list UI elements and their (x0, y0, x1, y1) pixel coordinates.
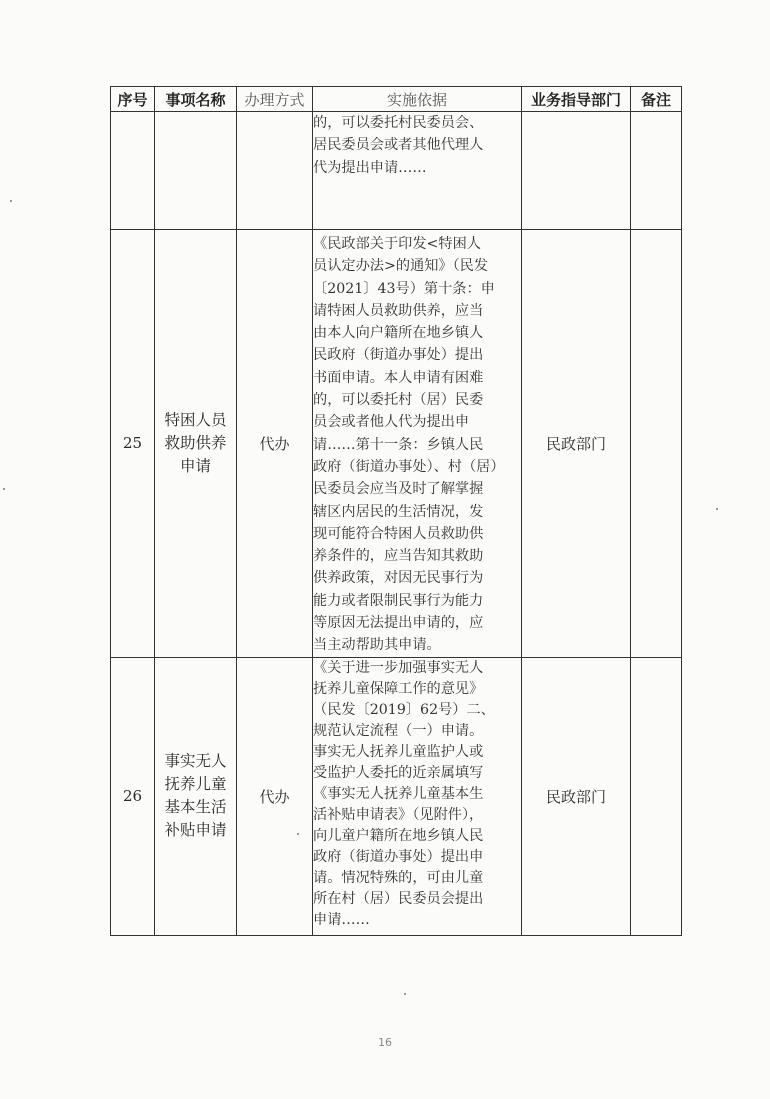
row-department: 民政部门 (522, 657, 631, 935)
row-method: 代办 (237, 230, 313, 658)
basis-line: 政府（街道办事处）提出申 (313, 848, 484, 865)
header-remarks: 备注 (631, 87, 682, 112)
item-name-line: 事实无人 (164, 752, 227, 771)
item-name-line: 补贴申请 (164, 821, 227, 840)
row-remarks (631, 657, 682, 935)
basis-line: 现可能符合特困人员救助供 (313, 525, 484, 542)
scan-speck (297, 833, 299, 835)
row-item-name (155, 112, 237, 230)
row-department (522, 112, 631, 230)
item-name-line: 特困人员 (164, 410, 227, 429)
basis-line: 民政府（街道办事处）提出 (313, 347, 484, 364)
header-item-name: 事项名称 (155, 87, 237, 112)
basis-line: 抚养儿童保障工作的意见》 (313, 680, 484, 697)
scan-speck (716, 508, 718, 510)
row-seq: 26 (111, 657, 155, 935)
basis-line: 书面申请。本人申请有困难 (313, 369, 484, 386)
header-seq: 序号 (111, 87, 155, 112)
basis-line: 请。情况特殊的，可由儿童 (313, 869, 484, 886)
basis-line: 代为提出申请…… (313, 159, 427, 176)
scan-speck (10, 200, 12, 202)
basis-line: 请特困人员救助供养，应当 (313, 302, 484, 319)
item-name-line: 基本生活 (164, 798, 227, 817)
row-basis (313, 112, 522, 230)
row-method: 代办 (237, 657, 313, 935)
basis-line: 《事实无人抚养儿童基本生 (313, 785, 484, 802)
row-remarks (631, 230, 682, 658)
basis-line: 所在村（居）民委员会提出 (313, 890, 484, 907)
service-items-table (110, 86, 682, 936)
basis-line: 活补贴申请表》（见附件）， (313, 806, 484, 823)
row-method (237, 112, 313, 230)
basis-line: 养条件的，应当告知其救助 (313, 548, 484, 565)
scan-speck (404, 993, 406, 995)
row-department: 民政部门 (522, 230, 631, 658)
basis-line: 政府（街道办事处）、村（居） (313, 458, 505, 475)
row-item-name (155, 657, 237, 935)
basis-line: 能力或者限制民事行为能力 (313, 592, 484, 609)
header-department: 业务指导部门 (522, 87, 631, 112)
row-item-name (155, 230, 237, 658)
basis-line: 《民政部关于印发<特困人 (313, 236, 481, 252)
basis-line: 《关于进一步加强事实无人 (313, 659, 484, 676)
row-seq: 25 (111, 230, 155, 658)
basis-line: 申请…… (313, 911, 370, 928)
item-name-line: 救助供养 (164, 433, 227, 452)
basis-line: 受监护人委托的近亲属填写 (313, 764, 484, 781)
basis-line: 〔2021〕43号）第十条：申 (313, 280, 495, 297)
basis-line: 辖区内居民的生活情况，发 (313, 503, 484, 520)
basis-line: 事实无人抚养儿童监护人或 (313, 743, 484, 760)
basis-line: 当主动帮助其申请。 (313, 637, 441, 654)
row-basis (313, 657, 522, 935)
basis-line: 由本人向户籍所在地乡镇人 (313, 325, 484, 342)
table-row (111, 112, 682, 230)
item-name-line: 申请 (179, 456, 211, 475)
table-header-row (111, 87, 682, 112)
table-row (111, 657, 682, 935)
basis-line: 等原因无法提出申请的，应 (313, 615, 484, 632)
basis-line: 请……第十一条：乡镇人民 (313, 436, 484, 453)
header-basis: 实施依据 (313, 87, 522, 112)
scan-speck (3, 488, 5, 490)
basis-line: 规范认定流程（一）申请。 (313, 722, 484, 739)
item-name-line: 抚养儿童 (164, 775, 227, 794)
table-row (111, 230, 682, 658)
basis-line: 供养政策，对因无民事行为 (313, 570, 484, 587)
basis-line: （民发〔2019〕62号）二、 (313, 701, 495, 718)
basis-line: 的，可以委托村（居）民委 (313, 392, 484, 409)
basis-line: 居民委员会或者其他代理人 (313, 137, 484, 154)
basis-line: 的，可以委托村民委员会、 (313, 115, 484, 131)
basis-line: 员会或者他人代为提出申 (313, 414, 470, 431)
basis-line: 向儿童户籍所在地乡镇人民 (313, 827, 484, 844)
row-remarks (631, 112, 682, 230)
row-basis (313, 230, 522, 658)
header-method: 办理方式 (237, 87, 313, 112)
page-number: 16 (378, 1036, 392, 1049)
basis-line: 员认定办法>的通知》（民发 (313, 258, 489, 275)
row-seq (111, 112, 155, 230)
basis-line: 民委员会应当及时了解掌握 (313, 481, 484, 498)
